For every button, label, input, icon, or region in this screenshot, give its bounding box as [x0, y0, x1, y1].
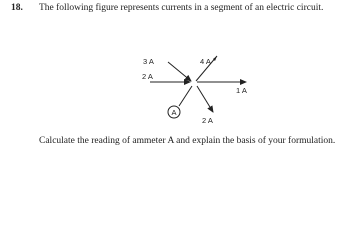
question-footer: Calculate the reading of ammeter A and explain the basis of your formulation. [39, 136, 336, 146]
question-prompt: The following figure represents currents in a segment of an electric circuit. [39, 3, 324, 13]
wire-ammeter [179, 86, 192, 106]
question-number: 18. [11, 3, 23, 13]
label-4a: 4 A [200, 57, 211, 66]
wire-3a [168, 62, 191, 81]
label-1a: 1 A [236, 86, 247, 95]
label-3a: 3 A [143, 57, 154, 66]
label-2a-bottom: 2 A [202, 116, 213, 125]
wire-2a-bottom [197, 86, 213, 112]
ammeter-label: A [171, 108, 177, 117]
label-2a-left: 2 A [142, 72, 153, 81]
